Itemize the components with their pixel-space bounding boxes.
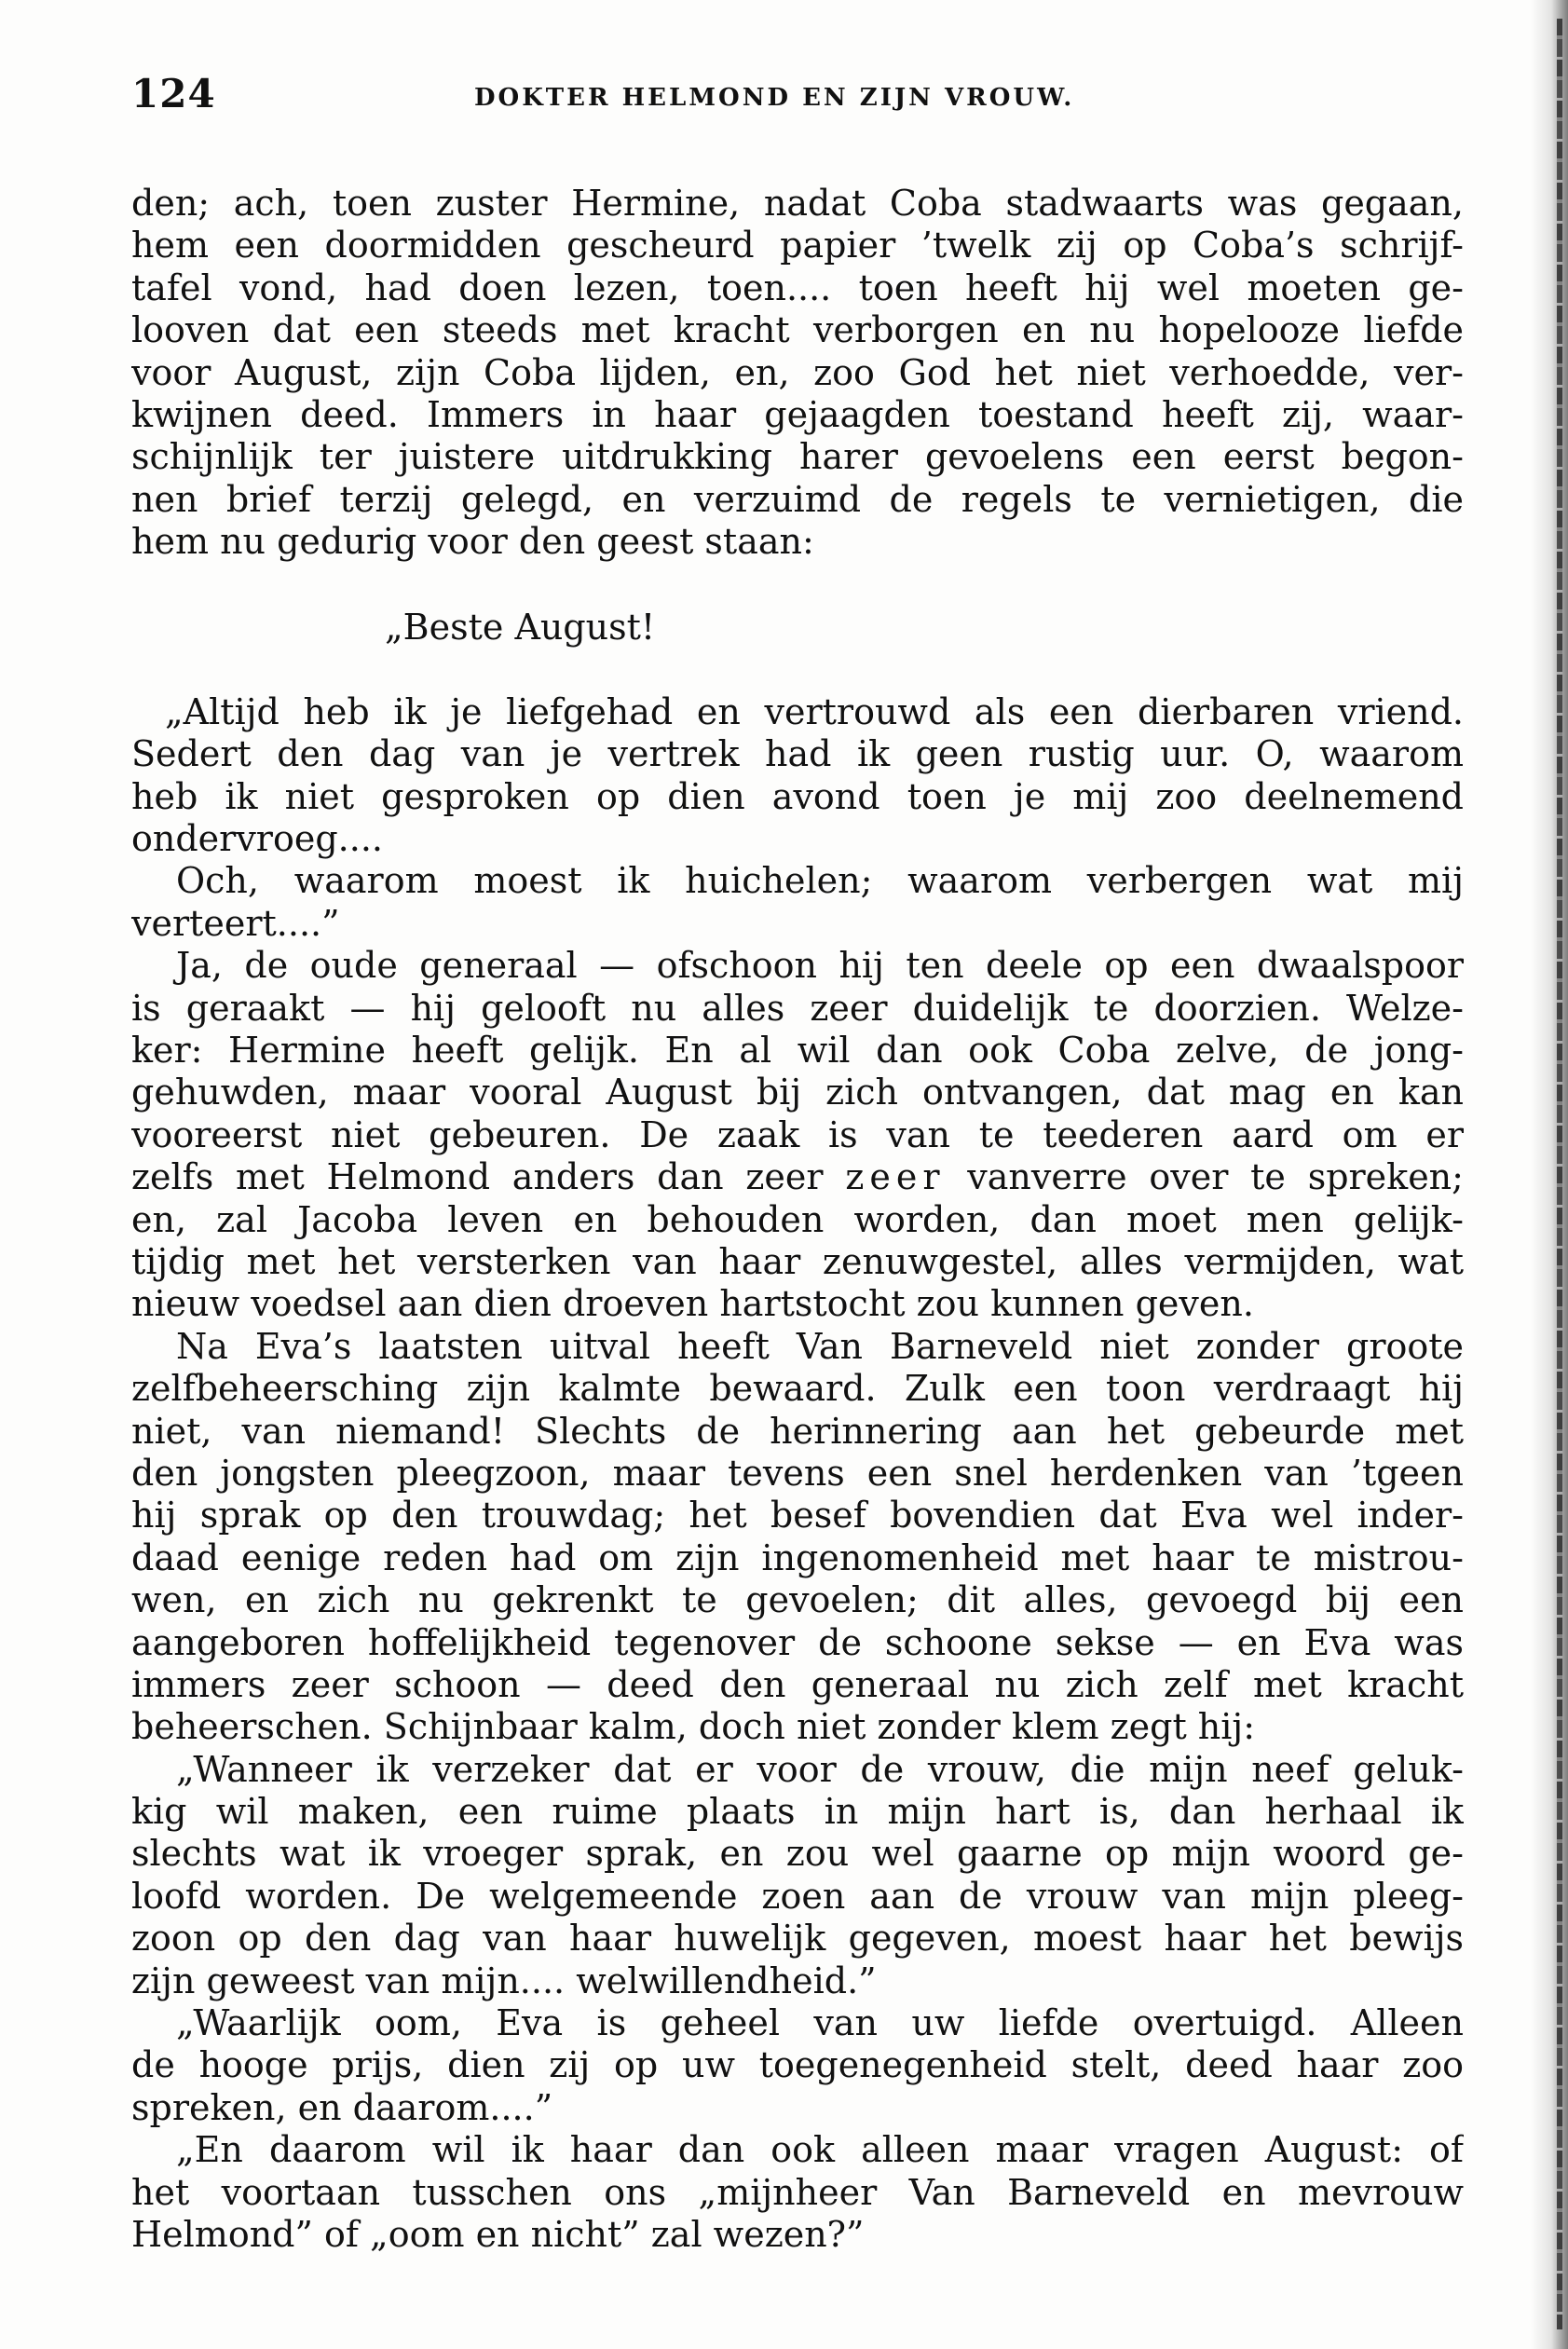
- text-line: daad eenige reden had om zijn ingenomenheid met haar te mistrou-: [131, 1536, 1464, 1578]
- text-line: Na Eva’s laatsten uitval heeft Van Barneveld niet zonder groote: [176, 1325, 1464, 1367]
- text-line: immers zeer schoon — deed den generaal nu zich zelf met kracht: [131, 1663, 1464, 1705]
- scan-edge-binding: [1557, 19, 1562, 2329]
- running-title: DOKTER HELMOND EN ZIJN VROUW.: [474, 84, 1075, 112]
- text-line: den jongsten pleegzoon, maar tevens een snel herdenken van ’tgeen: [131, 1452, 1464, 1494]
- text-line: de hooge prijs, dien zij op uw toegenegenheid stelt, deed haar zoo: [131, 2044, 1464, 2086]
- text-line: den; ach, toen zuster Hermine, nadat Coba stadwaarts was gegaan,: [131, 183, 1464, 224]
- text-line: kwijnen deed. Immers in haar gejaagden toestand heeft zij, waar-: [131, 393, 1464, 435]
- text-line: zijn geweest van mijn.... welwillendheid.”: [131, 1960, 877, 2001]
- text-line: hem een doormidden gescheurd papier ’twelk zij op Coba’s schrijf-: [131, 225, 1464, 266]
- text-line: nieuw voedsel aan dien droeven hartstocht zou kunnen geven.: [131, 1283, 1254, 1325]
- text-line: spreken, en daarom....”: [131, 2086, 553, 2128]
- text-line: is geraakt — hij gelooft nu alles zeer duidelijk te doorzien. Welze-: [131, 987, 1464, 1029]
- text-line: gehuwden, maar vooral August bij zich ontvangen, dat mag en kan: [131, 1072, 1464, 1113]
- text-line: „Wanneer ik verzeker dat er voor de vrouw, die mijn neef geluk-: [176, 1748, 1464, 1790]
- letter-line: Och, waarom moest ik huichelen; waarom verbergen wat mij: [176, 860, 1464, 902]
- page-number: 124: [131, 71, 216, 116]
- text-line: beheerschen. Schijnbaar kalm, doch niet zonder klem zegt hij:: [131, 1706, 1256, 1748]
- line-segment: vanverre over te spreken;: [967, 1156, 1464, 1198]
- text-line: kig wil maken, een ruime plaats in mijn hart is, dan herhaal ik: [131, 1791, 1464, 1833]
- text-line: zoon op den dag van haar huwelijk gegeven, moest haar het bewijs: [131, 1918, 1464, 1960]
- letter-line: Sedert den dag van je vertrek had ik geen rustig uur. O, waarom: [131, 733, 1464, 775]
- letter-line: „Altijd heb ik je liefgehad en vertrouwd als een dierbaren vriend.: [165, 690, 1464, 732]
- text-line: loofd worden. De welgemeende zoen aan de vrouw van mijn pleeg-: [131, 1875, 1464, 1917]
- page-header: [131, 71, 1464, 130]
- text-line: looven dat een steeds met kracht verborgen en nu hopelooze liefde: [131, 309, 1464, 351]
- paragraph-gap: [131, 649, 1464, 691]
- text-line: vooreerst niet gebeuren. De zaak is van te teederen aard om er: [131, 1113, 1464, 1155]
- text-line: ker: Hermine heeft gelijk. En al wil dan ook Coba zelve, de jong-: [131, 1030, 1464, 1072]
- letter-line: heb ik niet gesproken op dien avond toen je mij zoo deelnemend: [131, 775, 1464, 817]
- text-line: nen brief terzij gelegd, en verzuimd de regels te vernietigen, die: [131, 478, 1464, 520]
- text-line: het voortaan tusschen ons „mijnheer Van Barneveld en mevrouw: [131, 2171, 1464, 2213]
- paragraph-gap: [131, 564, 1464, 607]
- text-line: aangeboren hoffelijkheid tegenover de schoone sekse — en Eva was: [131, 1621, 1464, 1663]
- line-segment: zelfs met Helmond anders dan zeer: [131, 1156, 824, 1198]
- text-line: Helmond” of „oom en nicht” zal wezen?”: [131, 2213, 865, 2255]
- text-line-emphasis: [131, 1156, 1464, 1198]
- text-line: en, zal Jacoba leven en behouden worden, dan moet men gelijk-: [131, 1198, 1464, 1240]
- emphasized-word: zeer: [845, 1156, 946, 1198]
- text-line: slechts wat ik vroeger sprak, en zou wel gaarne op mijn woord ge-: [131, 1833, 1464, 1875]
- text-line: „Waarlijk oom, Eva is geheel van uw liefde overtuigd. Alleen: [176, 2002, 1464, 2044]
- text-line: voor August, zijn Coba lijden, en, zoo God het niet verhoedde, ver-: [131, 351, 1464, 393]
- text-line: „En daarom wil ik haar dan ook alleen maar vragen August: of: [176, 2129, 1464, 2171]
- letter-line: ondervroeg....: [131, 818, 383, 860]
- text-line: wen, en zich nu gekrenkt te gevoelen; dit alles, gevoegd bij een: [131, 1579, 1464, 1621]
- text-line: hem nu gedurig voor den geest staan:: [131, 521, 814, 563]
- text-line: tijdig met het versterken van haar zenuwgestel, alles vermijden, wat: [131, 1240, 1464, 1282]
- text-line: hij sprak op den trouwdag; het besef bovendien dat Eva wel inder-: [131, 1495, 1464, 1536]
- text-line: schijnlijk ter juistere uitdrukking harer gevoelens een eerst begon-: [131, 436, 1464, 478]
- scan-edge-shadow: [1531, 0, 1568, 2349]
- text-line: Ja, de oude generaal — ofschoon hij ten deele op een dwaalspoor: [176, 945, 1464, 987]
- letter-line: verteert....”: [131, 902, 340, 944]
- letter-salutation: „Beste August!: [385, 606, 656, 648]
- text-line: zelfbeheersching zijn kalmte bewaard. Zulk een toon verdraagt hij: [131, 1368, 1464, 1410]
- text-line: niet, van niemand! Slechts de herinnering aan het gebeurde met: [131, 1410, 1464, 1452]
- text-line: tafel vond, had doen lezen, toen.... toen heeft hij wel moeten ge-: [131, 266, 1464, 308]
- body-text: [131, 183, 1464, 2256]
